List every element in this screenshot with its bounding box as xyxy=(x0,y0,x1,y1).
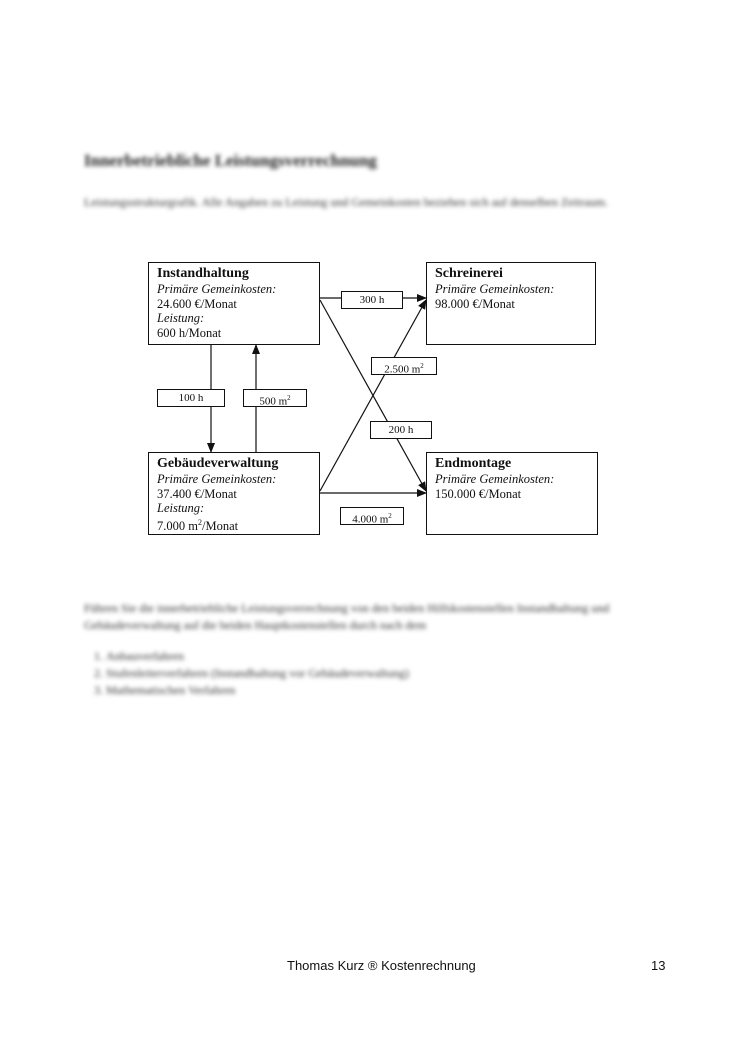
gebaeude-output-value: 7.000 $m^2$/Monat xyxy=(157,517,239,533)
box-schreinerei xyxy=(426,262,596,345)
label-ih-to-em: 200 h xyxy=(370,421,432,439)
task-list xyxy=(84,648,659,699)
endmontage-cost-value: 150.000 €/Monat xyxy=(435,486,522,501)
instandhaltung-cost-label: Primäre Gemeinkosten: xyxy=(157,282,277,296)
label-ih-to-sch: 300 h xyxy=(341,291,403,309)
schreinerei-cost-label: Primäre Gemeinkosten: xyxy=(435,282,555,296)
box-gebaeudeverwaltung xyxy=(148,452,320,535)
endmontage-name: Endmontage xyxy=(435,456,512,471)
label-gv-to-ih: 500 $m^2$ xyxy=(243,389,307,407)
task-item: 2. Stufenleiterverfahren (Instandhaltung vor Gebäudeverwaltung) xyxy=(106,665,659,682)
task-section xyxy=(84,600,659,699)
schreinerei-name: Schreinerei xyxy=(435,266,503,281)
gebaeude-cost-value: 37.400 €/Monat xyxy=(157,486,237,501)
label-gv-to-sch: 2.500 $m^2$ xyxy=(371,357,437,375)
instandhaltung-name: Instandhaltung xyxy=(157,266,249,281)
box-instandhaltung xyxy=(148,262,320,345)
box-endmontage xyxy=(426,452,598,535)
instandhaltung-cost-value: 24.600 €/Monat xyxy=(157,296,237,311)
footer-text: Thomas Kurz ® Kostenrechnung xyxy=(287,958,476,973)
gebaeude-name: Gebäudeverwaltung xyxy=(157,456,279,471)
task-item: 3. Mathematischen Verfahren xyxy=(106,682,659,699)
gebaeude-output-label: Leistung: xyxy=(157,501,205,515)
instandhaltung-output-label: Leistung: xyxy=(157,311,205,325)
gebaeude-cost-label: Primäre Gemeinkosten: xyxy=(157,472,277,486)
label-gv-to-em: 4.000 $m^2$ xyxy=(340,507,404,525)
page-number: 13 xyxy=(651,958,666,973)
doc-title: Innerbetriebliche Leistungsverrechnung xyxy=(84,151,377,170)
label-ih-to-gv: 100 h xyxy=(157,389,225,407)
task-item: 1. Anbauverfahren xyxy=(106,648,659,665)
instandhaltung-output-value: 600 h/Monat xyxy=(157,325,222,340)
endmontage-cost-label: Primäre Gemeinkosten: xyxy=(435,472,555,486)
intro-text: Leistungsstrukturgrafik. Alle Angaben zu Leistung und Gemeinkosten beziehen sich auf denselben Zeitraum. xyxy=(84,195,608,209)
schreinerei-cost-value: 98.000 €/Monat xyxy=(435,296,515,311)
task-text: Führen Sie die innerbetriebliche Leistungsverrechnung von den beiden Hilfskostenstellen Instandhaltung und Gebäudeverwaltung auf die beiden Hauptkostenstellen durch nach dem xyxy=(84,601,610,632)
